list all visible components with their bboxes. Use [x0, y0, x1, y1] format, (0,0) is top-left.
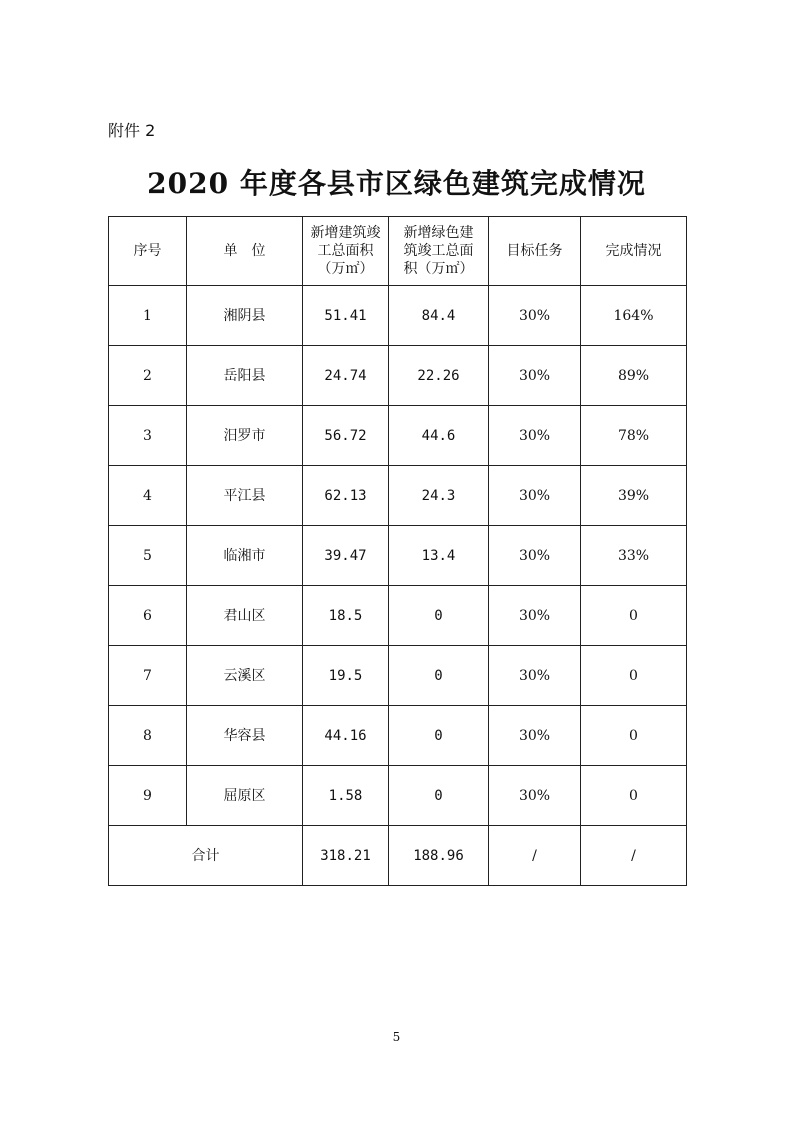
cell-index: 7	[109, 646, 187, 706]
cell-unit: 云溪区	[187, 646, 303, 706]
table-row	[109, 286, 687, 346]
cell-new-area: 51.41	[303, 286, 389, 346]
cell-completion: 164%	[581, 286, 687, 346]
header-new-area-line2: 工总面积	[317, 243, 374, 259]
cell-unit: 汨罗市	[187, 406, 303, 466]
table-row	[109, 646, 687, 706]
cell-green-area: 0	[389, 586, 489, 646]
table-row	[109, 346, 687, 406]
cell-target: 30%	[489, 526, 581, 586]
cell-target: 30%	[489, 586, 581, 646]
cell-target: 30%	[489, 346, 581, 406]
cell-completion: 89%	[581, 346, 687, 406]
cell-index: 4	[109, 466, 187, 526]
cell-new-area: 18.5	[303, 586, 389, 646]
page-title: 2020 年度各县市区绿色建筑完成情况	[147, 167, 646, 200]
cell-completion: 78%	[581, 406, 687, 466]
cell-unit: 湘阴县	[187, 286, 303, 346]
cell-new-area: 19.5	[303, 646, 389, 706]
cell-green-area: 0	[389, 706, 489, 766]
cell-target: 30%	[489, 706, 581, 766]
cell-new-area: 44.16	[303, 706, 389, 766]
cell-unit: 华容县	[187, 706, 303, 766]
cell-new-area: 24.74	[303, 346, 389, 406]
cell-completion: 0	[581, 586, 687, 646]
cell-index: 3	[109, 406, 187, 466]
header-green-area-line3: 积（万㎡）	[403, 261, 474, 277]
cell-new-area: 56.72	[303, 406, 389, 466]
cell-completion: 0	[581, 706, 687, 766]
header-new-area-line1: 新增建筑竣	[310, 225, 381, 241]
table-header-row	[109, 217, 687, 286]
cell-target: 30%	[489, 466, 581, 526]
header-target: 目标任务	[489, 217, 581, 286]
table-total-row	[109, 826, 687, 886]
header-completion: 完成情况	[581, 217, 687, 286]
page-number: 5	[392, 1030, 401, 1044]
header-green-area-line1: 新增绿色建	[403, 225, 474, 241]
cell-green-area: 84.4	[389, 286, 489, 346]
table-row	[109, 406, 687, 466]
table-row	[109, 586, 687, 646]
cell-completion: 33%	[581, 526, 687, 586]
cell-index: 6	[109, 586, 187, 646]
cell-green-area: 24.3	[389, 466, 489, 526]
cell-green-area: 44.6	[389, 406, 489, 466]
cell-index: 1	[109, 286, 187, 346]
header-new-area	[303, 217, 389, 286]
header-green-area-line2: 筑竣工总面	[403, 243, 474, 259]
cell-target: 30%	[489, 646, 581, 706]
attachment-label: 附件 2	[108, 121, 156, 140]
cell-index: 2	[109, 346, 187, 406]
cell-new-area: 62.13	[303, 466, 389, 526]
cell-green-area: 22.26	[389, 346, 489, 406]
cell-index: 8	[109, 706, 187, 766]
cell-unit: 岳阳县	[187, 346, 303, 406]
header-index: 序号	[109, 217, 187, 286]
cell-green-area: 0	[389, 646, 489, 706]
table-row	[109, 706, 687, 766]
cell-green-area: 13.4	[389, 526, 489, 586]
cell-index: 9	[109, 766, 187, 826]
table-row	[109, 526, 687, 586]
cell-unit: 屈原区	[187, 766, 303, 826]
header-unit: 单 位	[187, 217, 303, 286]
cell-new-area: 1.58	[303, 766, 389, 826]
header-green-area	[389, 217, 489, 286]
total-new-area: 318.21	[303, 826, 389, 886]
cell-completion: 39%	[581, 466, 687, 526]
cell-unit: 临湘市	[187, 526, 303, 586]
total-label: 合计	[109, 826, 303, 886]
cell-target: 30%	[489, 286, 581, 346]
cell-completion: 0	[581, 766, 687, 826]
cell-index: 5	[109, 526, 187, 586]
total-completion: /	[581, 826, 687, 886]
total-target: /	[489, 826, 581, 886]
cell-target: 30%	[489, 766, 581, 826]
green-building-table	[108, 216, 687, 886]
table-row	[109, 466, 687, 526]
header-new-area-line3: （万㎡）	[317, 261, 374, 277]
cell-unit: 君山区	[187, 586, 303, 646]
total-green-area: 188.96	[389, 826, 489, 886]
cell-green-area: 0	[389, 766, 489, 826]
cell-completion: 0	[581, 646, 687, 706]
cell-target: 30%	[489, 406, 581, 466]
cell-unit: 平江县	[187, 466, 303, 526]
cell-new-area: 39.47	[303, 526, 389, 586]
table-row	[109, 766, 687, 826]
